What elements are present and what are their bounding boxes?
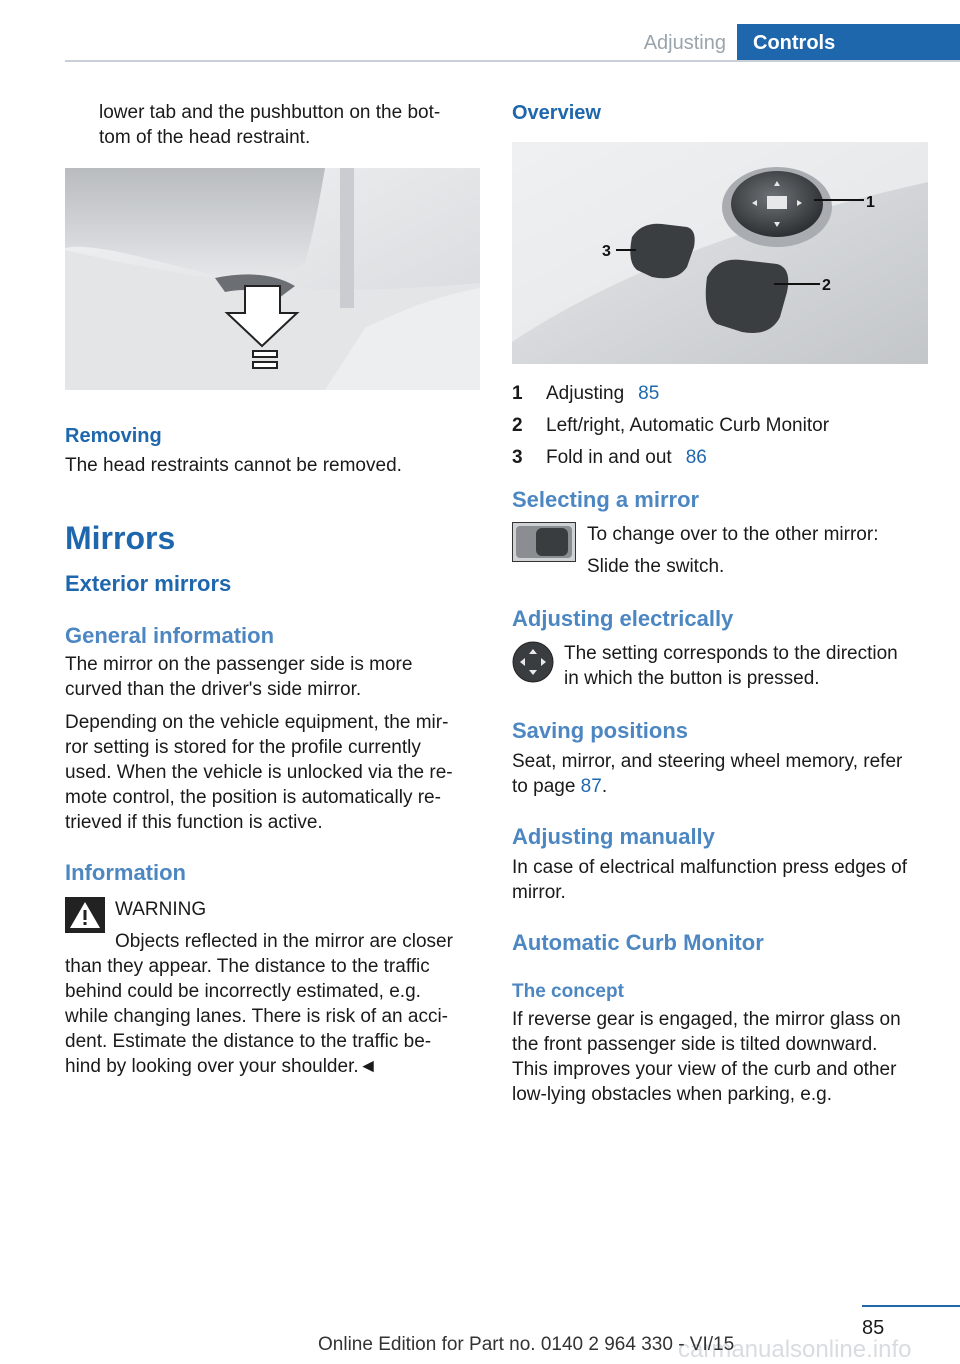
text-line: If reverse gear is engaged, the mirror glass on <box>512 1009 901 1030</box>
general-paragraph-2 <box>65 710 480 835</box>
intro-text <box>65 100 480 150</box>
general-information-heading: General information <box>65 623 275 648</box>
intro-line: tom of the head restraint. <box>99 127 311 148</box>
warning-icon <box>65 897 105 933</box>
exterior-mirrors-heading: Exterior mirrors <box>65 571 232 596</box>
legend-number: 3 <box>512 447 523 468</box>
text-line: In case of electrical malfunction press edges of <box>512 857 907 878</box>
text-line: Slide the switch. <box>587 556 725 577</box>
text-line: The mirror on the passenger side is more <box>65 654 413 675</box>
information-heading: Information <box>65 860 186 885</box>
legend-label: Fold in and out <box>546 447 672 468</box>
legend-item <box>512 413 930 438</box>
overview-heading: Overview <box>512 102 601 124</box>
selecting-mirror-heading: Selecting a mirror <box>512 487 700 512</box>
legend-label: Left/right, Automatic Curb Monitor <box>546 415 830 436</box>
page-87-link[interactable]: 87 <box>580 776 602 797</box>
adjusting-electrically-block <box>512 641 930 691</box>
running-header-section: Adjusting <box>643 32 726 54</box>
general-paragraph-1 <box>65 652 480 702</box>
adjusting-electrically-heading: Adjusting electrically <box>512 606 734 631</box>
legend-page-link[interactable]: 86 <box>685 447 707 468</box>
mirror-controls-illustration <box>512 142 928 364</box>
text-fragment: to page <box>512 776 581 797</box>
warning-line: dent. Estimate the distance to the traffic be- <box>65 1031 432 1052</box>
callout-2: 2 <box>822 277 831 294</box>
warning-line: than they appear. The distance to the traffic <box>65 956 430 977</box>
text-line: curved than the driver's side mirror. <box>65 679 362 700</box>
concept-heading: The concept <box>512 981 624 1002</box>
direction-button-icon <box>512 641 554 683</box>
legend-page-link[interactable]: 85 <box>638 383 660 404</box>
overview-figure <box>512 142 930 369</box>
automatic-curb-monitor-heading: Automatic Curb Monitor <box>512 930 764 955</box>
page-number: 85 <box>862 1317 885 1339</box>
legend-number: 1 <box>512 383 523 404</box>
adjusting-manually-heading: Adjusting manually <box>512 824 715 849</box>
warning-line: behind could be incorrectly estimated, e.g. <box>65 981 421 1002</box>
text-fragment: . <box>601 776 608 797</box>
header-rule <box>65 60 960 62</box>
edition-line: Online Edition for Part no. 0140 2 964 330 - VI/15 <box>318 1334 735 1355</box>
head-restraint-illustration <box>65 168 480 390</box>
intro-line: lower tab and the pushbutton on the bot- <box>99 102 441 123</box>
head-restraint-figure <box>65 168 480 395</box>
footer-rule <box>862 1305 960 1307</box>
warning-title: WARNING <box>115 899 207 920</box>
mirror-switch-icon <box>512 522 576 562</box>
saving-positions-heading: Saving positions <box>512 718 689 743</box>
removing-text: The head restraints cannot be removed. <box>65 455 402 476</box>
selecting-mirror-block <box>512 522 930 579</box>
text-line: trieved if this function is active. <box>65 812 323 833</box>
right-column <box>512 100 930 1107</box>
watermark: carmanualsonline.info <box>678 1336 912 1363</box>
callout-1: 1 <box>866 194 875 211</box>
text-line: mirror. <box>512 882 566 903</box>
callout-3: 3 <box>602 243 611 260</box>
text-line: ror setting is stored for the profile currently <box>65 737 421 758</box>
warning-line: while changing lanes. There is risk of an acci- <box>65 1006 449 1027</box>
concept-text <box>512 1007 930 1107</box>
text-line: This improves your view of the curb and other <box>512 1059 897 1080</box>
text-line: The setting corresponds to the direction <box>564 643 898 664</box>
saving-positions-text <box>512 749 930 799</box>
warning-line: Objects reflected in the mirror are closer <box>115 931 453 952</box>
text-line: mote control, the position is automatically re- <box>65 787 441 808</box>
overview-legend <box>512 381 930 470</box>
adjusting-manually-text <box>512 855 930 905</box>
legend-number: 2 <box>512 415 523 436</box>
warning-line: hind by looking over your shoulder.◄ <box>65 1056 378 1077</box>
legend-label: Adjusting <box>546 383 625 404</box>
legend-item <box>512 445 930 470</box>
left-column <box>65 100 480 1079</box>
removing-heading: Removing <box>65 425 162 447</box>
running-header-chapter: Controls <box>737 24 960 62</box>
text-line: Depending on the vehicle equipment, the mir- <box>65 712 449 733</box>
text-line: low-lying obstacles when parking, e.g. <box>512 1084 833 1105</box>
text-line: Seat, mirror, and steering wheel memory, refer <box>512 751 903 772</box>
text-line: in which the button is pressed. <box>564 668 820 689</box>
warning-block <box>65 897 480 1079</box>
text-line: the front passenger side is tilted downward. <box>512 1034 878 1055</box>
mirrors-heading: Mirrors <box>65 520 176 556</box>
legend-item <box>512 381 930 406</box>
text-line: used. When the vehicle is unlocked via the re- <box>65 762 453 783</box>
text-line <box>512 774 930 799</box>
text-line: To change over to the other mirror: <box>587 524 879 545</box>
